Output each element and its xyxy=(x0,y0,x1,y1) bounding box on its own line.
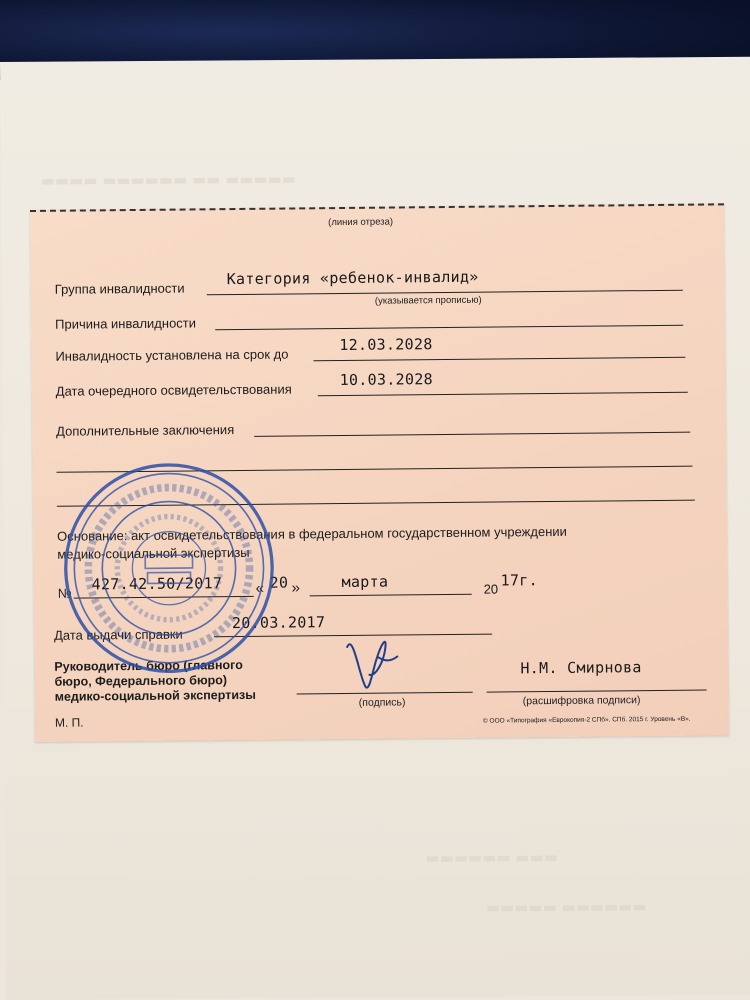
show-through-text: ▬▬▬▬ ▬▬▬▬▬▬ ▬▬ ▬▬▬▬▬ xyxy=(40,169,297,190)
reason-underline xyxy=(215,325,683,330)
next-exam-label: Дата очередного освидетельствования xyxy=(55,381,292,399)
issue-date-value: 20.03.2017 xyxy=(231,613,326,633)
act-year-suffix: 17г. xyxy=(500,571,538,590)
show-through-text: ▬▬▬▬▬▬ ▬▬▬ xyxy=(425,848,558,868)
extra-underline-1 xyxy=(254,432,690,437)
term-value: 12.03.2028 xyxy=(339,335,433,355)
term-label: Инвалидность установлена на срок до xyxy=(55,346,289,364)
act-number-value: 427.42.50/2017 xyxy=(91,574,223,594)
next-exam-underline xyxy=(318,392,688,397)
group-hint: (указывается прописью) xyxy=(374,294,482,307)
disability-certificate-form xyxy=(30,203,729,742)
head-label-2: бюро, Федерального бюро) xyxy=(54,673,228,689)
cut-line-label: (линия отреза) xyxy=(328,216,394,229)
show-through-text: ▬▬▬▬▬ ▬▬▬▬▬▬ xyxy=(485,897,647,917)
official-stamp-seal xyxy=(57,460,277,677)
group-value: Категория «ребенок-инвалид» xyxy=(226,267,479,289)
signature-decode-value: Н.М. Смирнова xyxy=(520,658,642,678)
act-day-value: 20 xyxy=(269,573,289,592)
act-year-prefix: 20 xyxy=(483,581,499,597)
signature-hint: (подпись) xyxy=(358,696,406,709)
group-label: Группа инвалидности xyxy=(54,280,185,297)
extra-label: Дополнительные заключения xyxy=(56,422,235,439)
term-underline xyxy=(313,357,685,362)
act-day-open-quote: « xyxy=(255,579,265,597)
act-month-value: марта xyxy=(341,572,389,592)
handwritten-signature xyxy=(339,626,410,697)
basis-line-2: медико-социальной экспертизы xyxy=(57,544,250,562)
printer-note: © ООО «Типография «Еврокопия-2 СПб». СПб. 2015 г. Уровень «В». xyxy=(482,715,691,725)
next-exam-value: 10.03.2028 xyxy=(339,370,434,390)
decode-underline xyxy=(487,690,707,693)
decode-hint: (расшифровка подписи) xyxy=(522,694,641,708)
issue-date-label: Дата выдачи справки xyxy=(54,626,183,643)
basis-line-1: Основание: акт освидетельствования в федеральном государственном учреждении xyxy=(57,523,567,544)
reason-label: Причина инвалидности xyxy=(55,315,197,332)
act-day-close-quote: » xyxy=(291,579,301,597)
head-label-3: медико-социальной экспертизы xyxy=(54,687,256,704)
act-month-underline xyxy=(310,594,472,597)
head-label-1: Руководитель бюро (главного xyxy=(54,657,243,674)
mp-label: М. П. xyxy=(54,715,84,730)
act-number-label: № xyxy=(57,585,72,601)
